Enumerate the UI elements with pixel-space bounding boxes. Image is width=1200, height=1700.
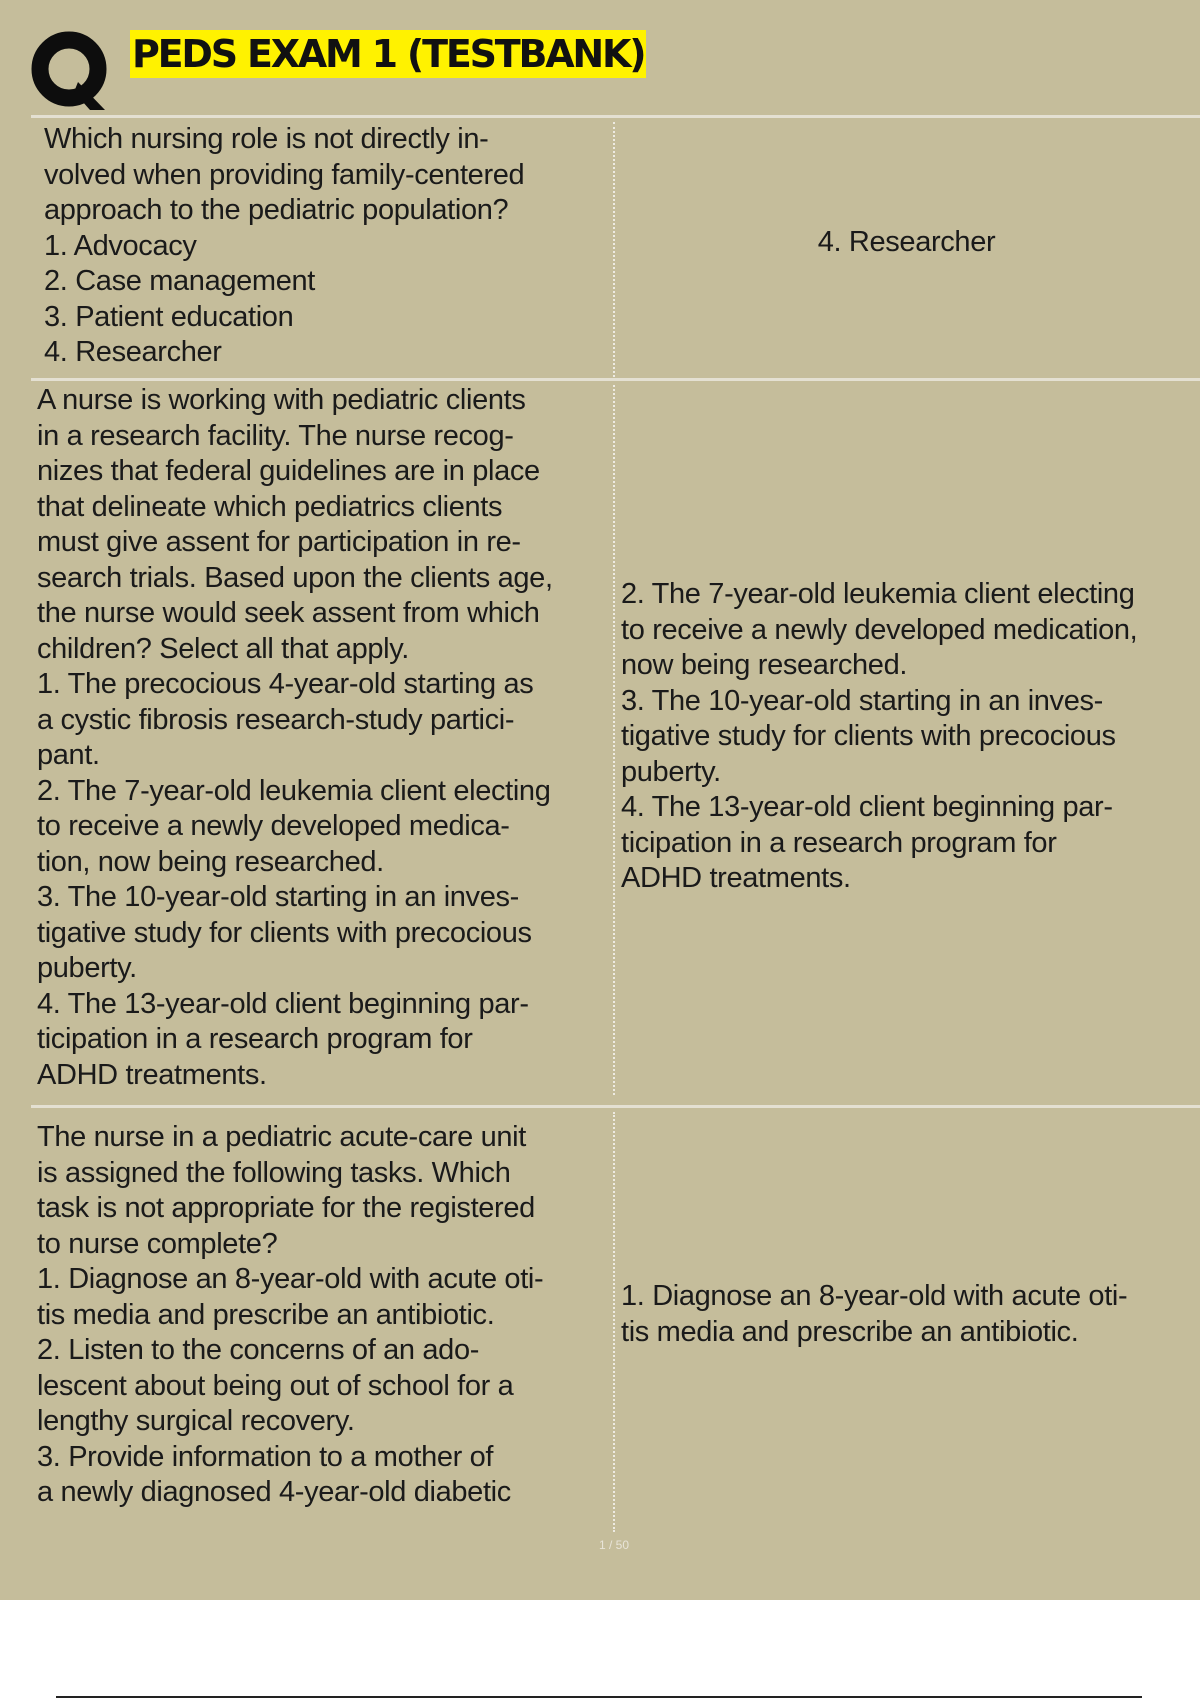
- answer-line: now being researched.: [621, 649, 908, 681]
- answer-line: 4. The 13-year-old client beginning par-: [621, 791, 1113, 823]
- answer-line: tigative study for clients with precocious: [621, 720, 1116, 752]
- answer-line: 3. The 10-year-old starting in an inves-: [621, 684, 1103, 717]
- question-line: tis media and prescribe an antibiotic.: [37, 1298, 495, 1331]
- question-line: 1. Advocacy: [44, 229, 197, 262]
- question-line: approach to the pediatric population?: [44, 194, 509, 226]
- answer-line: puberty.: [621, 755, 721, 788]
- question-line: volved when providing family-centered: [44, 158, 525, 191]
- flashcard-row: [31, 1105, 1200, 1535]
- flashcard-row: [31, 115, 1200, 378]
- question-line: 2. Listen to the concerns of an ado-: [37, 1334, 480, 1366]
- question-cell: [31, 118, 613, 371]
- answer-line: tis media and prescribe an antibiotic.: [621, 1315, 1079, 1348]
- quizlet-q-logo-icon: [30, 30, 112, 112]
- question-line: tion, now being researched.: [37, 845, 384, 878]
- question-line: that delineate which pediatrics clients: [37, 490, 503, 523]
- question-line: ticipation in a research program for: [37, 1023, 473, 1055]
- page-title: PEDS EXAM 1 (TESTBANK): [132, 32, 645, 76]
- question-line: 1. Diagnose an 8-year-old with acute oti-: [37, 1263, 544, 1295]
- answer-line: ticipation in a research program for: [621, 826, 1057, 859]
- question-line: 2. The 7-year-old leukemia client electing: [37, 774, 551, 807]
- question-line: 4. The 13-year-old client beginning par-: [37, 987, 529, 1020]
- question-line: ADHD treatments.: [37, 1058, 267, 1091]
- question-line: the nurse would seek assent from which: [37, 597, 540, 629]
- question-line: 4. Researcher: [44, 336, 222, 368]
- question-cell: [31, 381, 613, 1093]
- question-line: pant.: [37, 739, 100, 771]
- question-line: to receive a newly developed medica-: [37, 810, 510, 842]
- flashcard-row: [31, 378, 1200, 1105]
- answer-line: to receive a newly developed medication,: [621, 613, 1138, 646]
- question-line: tigative study for clients with precocious: [37, 916, 532, 949]
- question-line: a newly diagnosed 4-year-old diabetic: [37, 1476, 511, 1508]
- question-line: puberty.: [37, 952, 137, 984]
- question-line: lengthy surgical recovery.: [37, 1405, 355, 1437]
- question-line: 3. The 10-year-old starting in an inves-: [37, 881, 519, 913]
- page-header: [0, 0, 1200, 118]
- question-line: to nurse complete?: [37, 1227, 278, 1260]
- question-line: The nurse in a pediatric acute-care unit: [37, 1121, 526, 1153]
- question-line: children? Select all that apply.: [37, 632, 409, 665]
- question-line: task is not appropriate for the registered: [37, 1192, 535, 1224]
- answer-line: ADHD treatments.: [621, 862, 851, 894]
- question-line: must give assent for participation in re-: [37, 526, 521, 558]
- answer-cell: [613, 118, 1200, 261]
- answer-line: 2. The 7-year-old leukemia client electing: [621, 578, 1135, 610]
- question-line: is assigned the following tasks. Which: [37, 1156, 511, 1189]
- question-line: 2. Case management: [44, 265, 315, 297]
- question-line: a cystic fibrosis research-study partici-: [37, 703, 515, 736]
- question-line: search trials. Based upon the clients age,: [37, 561, 553, 594]
- answer-cell: [613, 1108, 1200, 1350]
- page-number: 1 / 50: [598, 1538, 630, 1552]
- question-line: Which nursing role is not directly in-: [44, 123, 489, 155]
- question-line: lescent about being out of school for a: [37, 1369, 514, 1402]
- answer-line: 4. Researcher: [817, 226, 996, 258]
- question-line: in a research facility. The nurse recog-: [37, 419, 514, 452]
- question-line: A nurse is working with pediatric clients: [37, 384, 526, 416]
- answer-cell: [613, 381, 1200, 897]
- question-line: 3. Patient education: [44, 300, 294, 333]
- answer-line: 1. Diagnose an 8-year-old with acute oti-: [621, 1280, 1128, 1312]
- question-line: 1. The precocious 4-year-old starting as: [37, 668, 534, 700]
- question-cell: [31, 1108, 613, 1511]
- bottom-divider: [56, 1696, 1142, 1698]
- question-line: nizes that federal guidelines are in place: [37, 455, 540, 487]
- question-line: 3. Provide information to a mother of: [37, 1440, 494, 1473]
